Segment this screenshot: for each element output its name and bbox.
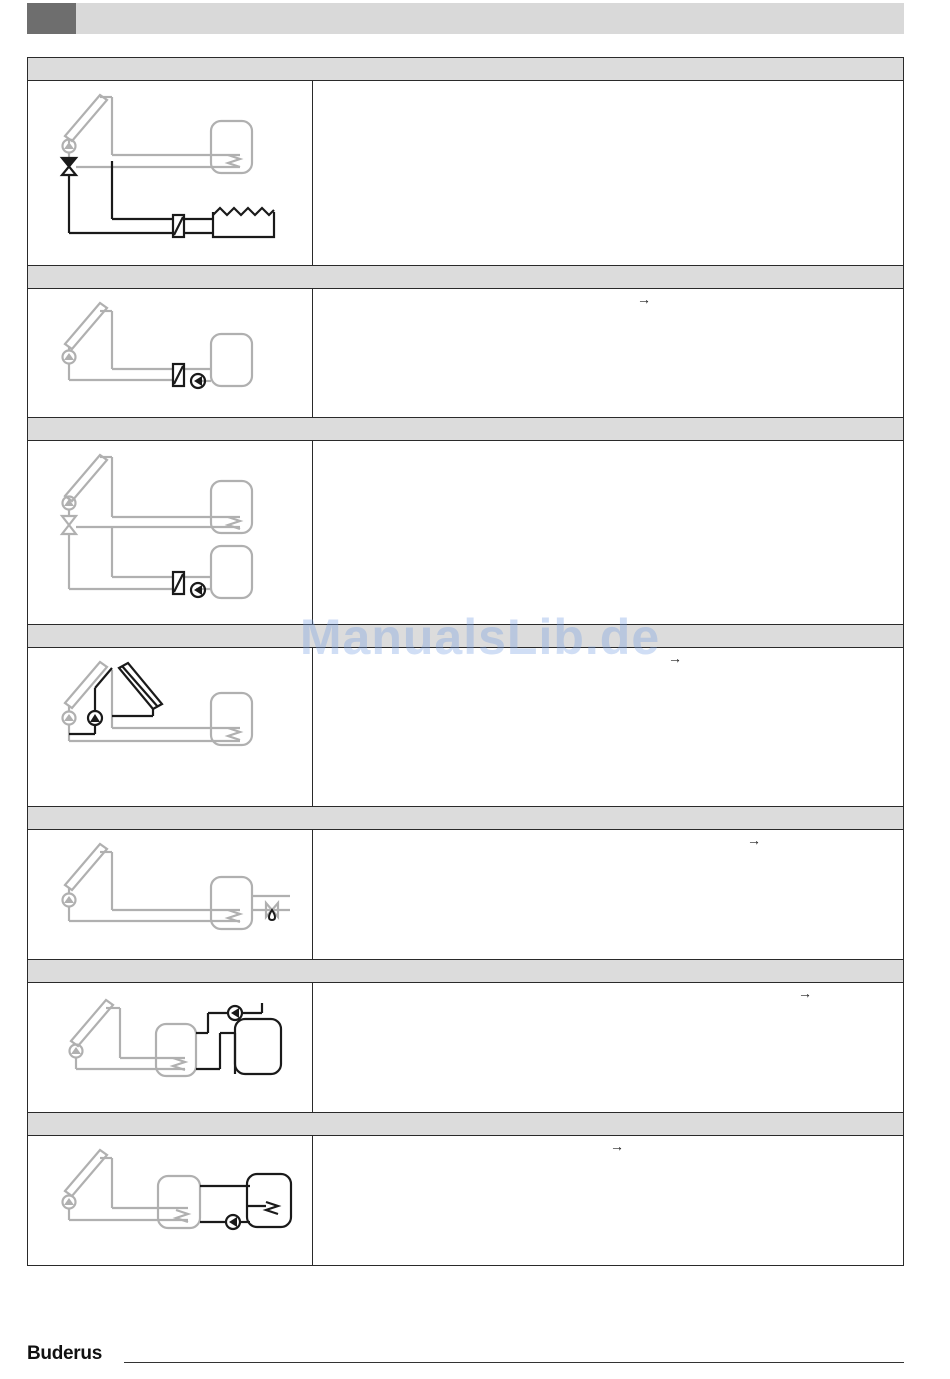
section-row-7	[28, 1136, 903, 1265]
section-row-4	[28, 648, 903, 807]
section-row-2	[28, 289, 903, 418]
brand-logo: Buderus	[27, 1343, 102, 1364]
section-header-5	[28, 807, 903, 830]
section-text-4	[313, 648, 903, 806]
section-header-1	[28, 58, 903, 81]
two-collector-fields-tank-diagram	[28, 648, 313, 806]
section-row-5	[28, 830, 903, 960]
section-text-2	[313, 289, 903, 417]
section-header-3	[28, 418, 903, 441]
section-row-6	[28, 983, 903, 1113]
footer-rule	[124, 1362, 904, 1363]
collector-preheat-tank-transfer-diagram	[28, 983, 313, 1112]
page-header-tab	[27, 3, 76, 34]
section-text-6	[313, 983, 903, 1112]
cross-reference-arrow-icon: →	[637, 291, 651, 307]
section-text-1	[313, 81, 903, 265]
cross-reference-arrow-icon: →	[798, 985, 812, 1001]
watermark: ManualsLib.de	[299, 609, 661, 665]
section-row-1	[28, 81, 903, 266]
collector-valve-tank-pool-diagram	[28, 81, 313, 265]
collector-tank-reload-diagram	[28, 1136, 313, 1265]
section-row-3	[28, 441, 903, 625]
section-text-7	[313, 1136, 903, 1265]
cross-reference-arrow-icon: →	[747, 832, 761, 848]
section-header-7	[28, 1113, 903, 1136]
section-text-3	[313, 441, 903, 624]
section-header-6	[28, 960, 903, 983]
section-text-5	[313, 830, 903, 959]
collector-tank-heat-exchanger-diagram	[28, 289, 313, 417]
collector-valve-two-tanks-diagram	[28, 441, 313, 624]
cross-reference-arrow-icon: →	[610, 1138, 624, 1154]
section-header-2	[28, 266, 903, 289]
collector-tank-thermal-disinfection-diagram	[28, 830, 313, 959]
cross-reference-arrow-icon: →	[668, 650, 682, 666]
page-header-bar	[27, 3, 904, 34]
